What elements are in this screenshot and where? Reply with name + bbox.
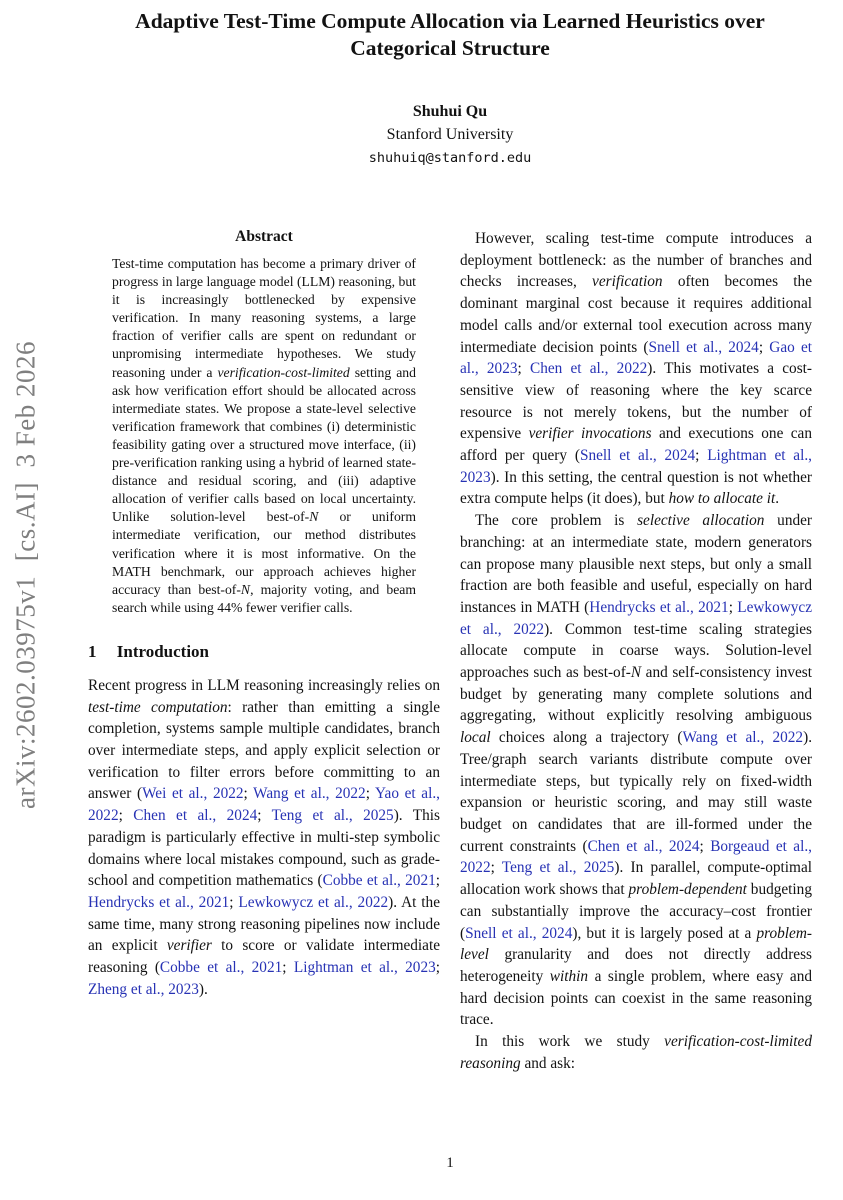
citation-link[interactable]: Hendrycks et al., 2021: [589, 598, 729, 616]
citation-link[interactable]: Snell et al., 2024: [648, 338, 759, 356]
text-span: ), but it is largely posed at a: [572, 924, 757, 942]
citation-link[interactable]: Lewkowycz et al., 2022: [460, 598, 813, 638]
author-email: shuhuiq@stanford.edu: [368, 149, 532, 166]
text-span: The core problem is: [475, 512, 638, 530]
text-span: verification-cost-limited: [217, 364, 350, 380]
citation-link[interactable]: Lightman et al., 2023: [460, 447, 812, 486]
text-span: local: [460, 729, 491, 747]
citation-link[interactable]: Yao et al., 2022: [88, 785, 440, 825]
text-span: a single problem, where easy and hard decision points can coexist in the same reasoning trace.: [460, 967, 812, 1029]
text-span: verifier invocations: [528, 425, 652, 443]
citation-link[interactable]: Wang et al., 2022: [253, 785, 366, 803]
text-span: .: [775, 490, 780, 508]
text-span: verifier: [166, 937, 212, 955]
author-affiliation: Stanford University: [386, 125, 514, 143]
text-span: ;: [243, 785, 254, 803]
text-span: : rather than emitting a single completion, systems sample multiple candidates, branch over intermediate steps, and apply explicit selection or verification to filter errors before committing to an answer (: [88, 698, 440, 803]
text-span: to score or validate intermediate reasoning (: [88, 937, 440, 977]
citation-link[interactable]: Gao et al., 2023: [460, 338, 813, 378]
right-paragraph-1: [460, 228, 812, 510]
text-span: setting and ask how verification effort should be allocated across intermediate states. We propose a state-level selective verification framework that combines (i) deterministic feasibility gating over a structured move interface, (ii) pre-verification ranking using a hybrid of learned state-distance and residual scoring, and (iii) adaptive allocation of verifier calls based on local uncertainty. Unlike solution-level best-of-: [112, 364, 416, 525]
citation-link[interactable]: Lightman et al., 2023: [293, 959, 436, 977]
citation-link[interactable]: Chen et al., 2024: [133, 807, 258, 825]
text-span: and executions one can afford per query (: [460, 425, 812, 465]
section-number: 1: [88, 641, 97, 661]
text-span: N: [630, 664, 642, 682]
text-span: problem-dependent: [628, 881, 747, 899]
citation-link[interactable]: Wei et al., 2022: [142, 785, 244, 803]
text-span: ;: [229, 893, 239, 911]
text-span: ;: [435, 959, 440, 977]
text-span: Recent progress in LLM reasoning increasingly relies on: [88, 676, 440, 694]
text-span: ;: [118, 807, 134, 825]
text-span: ;: [517, 360, 530, 378]
text-span: ). Tree/graph search variants distribute compute over intermediate steps, but typically rely on fixed-width expansion or heuristic scoring, and may still waste budget on candidates that are ill-formed under the current constraints (: [460, 729, 813, 855]
text-span: ). This motivates a cost-sensitive view of reasoning where the key scarce resource is not merely tokens, but the number of expensive: [460, 360, 813, 443]
text-span: test-time computation: [88, 698, 228, 716]
text-span: , majority voting, and beam search while using 44% fewer verifier calls.: [112, 581, 416, 615]
text-span: problem-level: [460, 924, 812, 964]
citation-link[interactable]: Chen et al., 2024: [587, 837, 700, 855]
abstract-heading: Abstract: [235, 228, 293, 245]
right-paragraph-3: [460, 1031, 812, 1074]
citation-link[interactable]: Snell et al., 2024: [465, 924, 573, 942]
citation-link[interactable]: Teng et al., 2025: [271, 807, 394, 825]
intro-paragraph-1: [88, 675, 440, 1001]
page-number: 1: [446, 1155, 454, 1171]
paper-title: Adaptive Test-Time Compute Allocation via Learned Heuristics over Categorical Structure: [135, 9, 765, 61]
text-span: N: [309, 509, 319, 525]
text-span: verification-cost-limited reasoning: [460, 1033, 812, 1072]
paper-header: [88, 0, 812, 166]
text-span: ;: [699, 837, 711, 855]
text-span: However, scaling test-time compute introduces a deployment bottleneck: as the number of branches and checks increases,: [460, 230, 812, 291]
citation-link[interactable]: Chen et al., 2022: [530, 360, 648, 378]
text-span: granularity and does not directly address heterogeneity: [460, 946, 812, 985]
text-span: ). In this setting, the central question is not whether extra compute helps (it does), but: [460, 468, 812, 508]
text-span: In this work we study: [475, 1033, 665, 1051]
text-span: how to allocate it: [668, 490, 776, 508]
text-span: ;: [365, 785, 376, 803]
text-span: often becomes the dominant marginal cost because it requires additional model calls and/or external tool execution across many intermediate decision points (: [460, 273, 812, 356]
citation-link[interactable]: Zheng et al., 2023: [88, 980, 199, 998]
text-span: ;: [435, 872, 441, 890]
text-span: ;: [282, 959, 294, 977]
text-span: ). This paradigm is particularly effective in multi-step symbolic domains where local mistakes compound, such as grade-school and competition mathematics (: [88, 807, 440, 890]
text-span: or uniform intermediate verification, our method distributes verification where it is most informative. On the MATH benchmark, our approach achieves higher accuracy than best-of-: [112, 509, 417, 597]
text-span: and ask:: [520, 1054, 576, 1072]
section-heading-introduction: [88, 642, 440, 662]
citation-link[interactable]: Hendrycks et al., 2021: [88, 893, 230, 911]
citation-link[interactable]: Teng et al., 2025: [501, 859, 615, 877]
section-title: Introduction: [116, 641, 210, 661]
text-span: ). In parallel, compute-optimal allocation work shows that: [460, 859, 812, 899]
author-name: Shuhui Qu: [412, 102, 488, 120]
text-span: ;: [257, 807, 272, 825]
text-span: ;: [758, 338, 770, 356]
text-span: under branching: at an intermediate state, modern generators can propose many plausible next steps, but only a small fraction are both feasible and useful, especially on hard instances in MATH (: [460, 512, 812, 616]
arxiv-watermark: arXiv:2602.03975v1 [cs.AI] 3 Feb 2026: [10, 341, 41, 809]
citation-link[interactable]: Cobbe et al., 2021: [322, 872, 436, 890]
text-span: and self-consistency invest budget by generating many complete solutions and aggregating, without explicitly resolving ambiguous: [460, 664, 812, 725]
abstract-text: [112, 255, 416, 617]
text-span: ). Common test-time scaling strategies allocate compute in coarse ways. Solution-level approaches such as best-of-: [460, 620, 812, 682]
citation-link[interactable]: Borgeaud et al., 2022: [460, 837, 812, 877]
citation-link[interactable]: Lewkowycz et al., 2022: [238, 893, 389, 911]
text-span: ;: [728, 598, 738, 616]
right-column: [460, 228, 812, 1074]
citation-link[interactable]: Snell et al., 2024: [579, 447, 696, 465]
text-span: Test-time computation has become a primary driver of progress in large language model (LLM) reasoning, but it is increasingly bottlenecked by expensive verification. In many reasoning systems, a large fraction of verifier calls are spent on redundant or unpromising intermediate hypotheses. We study reasoning under a: [112, 256, 416, 380]
text-span: ).: [198, 980, 208, 998]
text-span: choices along a trajectory (: [490, 729, 683, 747]
text-span: selective allocation: [637, 512, 765, 530]
text-span: ;: [695, 447, 708, 465]
text-span: within: [549, 967, 589, 985]
text-span: verification: [592, 273, 663, 291]
text-span: ). At the same time, many strong reasoning pipelines now include an explicit: [88, 893, 440, 955]
text-span: N: [240, 581, 251, 597]
text-span: ;: [490, 859, 502, 877]
left-column: [88, 228, 440, 1000]
right-paragraph-2: [460, 510, 812, 1031]
text-span: budgeting can substantially improve the accuracy–cost frontier (: [460, 881, 812, 942]
citation-link[interactable]: Wang et al., 2022: [682, 729, 804, 747]
citation-link[interactable]: Cobbe et al., 2021: [159, 959, 283, 977]
